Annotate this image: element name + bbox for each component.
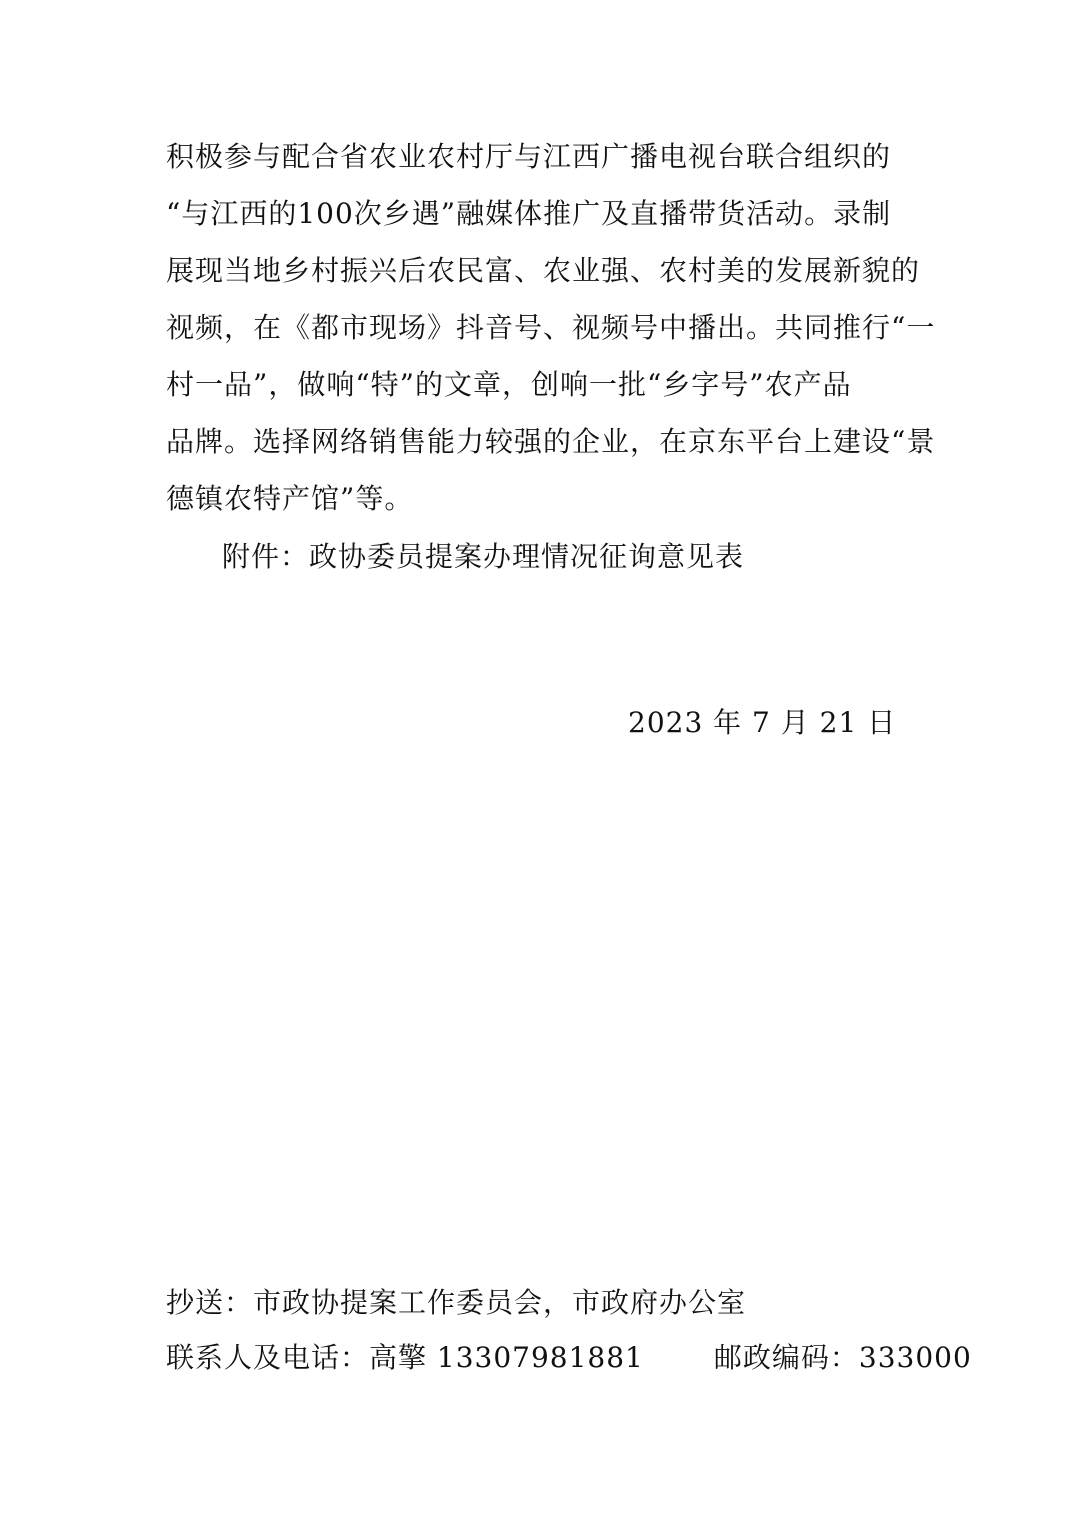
attachment-line: 附件：政协委员提案办理情况征询意见表 xyxy=(222,540,745,573)
document-date: 2023 年 7 月 21 日 xyxy=(628,706,897,739)
body-line-4: 视频，在《都市现场》抖音号、视频号中播出。共同推行“一 xyxy=(166,311,936,344)
body-line-2: “与江西的100次乡遇”融媒体推广及直播带货活动。录制 xyxy=(166,197,892,230)
body-line-3: 展现当地乡村振兴后农民富、农业强、农村美的发展新貌的 xyxy=(166,254,921,287)
body-line-5: 村一品”，做响“特”的文章，创响一批“乡字号”农产品 xyxy=(166,368,852,401)
cc-line: 抄送：市政协提案工作委员会，市政府办公室 xyxy=(166,1286,747,1319)
postcode-info: 邮政编码：333000 xyxy=(713,1341,972,1374)
body-line-1: 积极参与配合省农业农村厅与江西广播电视台联合组织的 xyxy=(166,140,892,173)
contact-info: 联系人及电话：高擎 13307981881 xyxy=(166,1341,644,1374)
contact-row xyxy=(166,1338,972,1378)
body-line-7: 德镇农特产馆”等。 xyxy=(166,482,414,515)
body-line-6: 品牌。选择网络销售能力较强的企业，在京东平台上建设“景 xyxy=(166,425,936,458)
